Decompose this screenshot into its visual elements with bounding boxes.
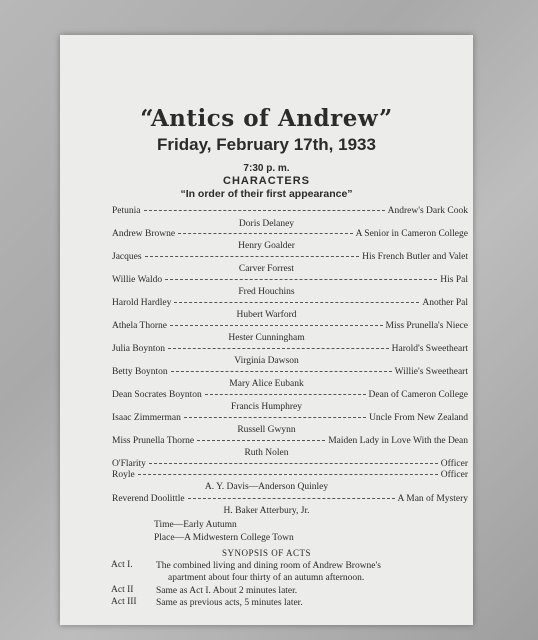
leader-dots (149, 463, 438, 464)
act-label: Act III (111, 597, 137, 607)
setting-time: Time—Early Autumn (154, 520, 237, 530)
role-description: Willie's Sweetheart (394, 367, 468, 377)
cast-row (112, 494, 468, 506)
actor-name: Hester Cunningham (228, 333, 305, 343)
actor-name: Russell Gwynn (237, 425, 296, 435)
act-description (156, 560, 470, 584)
leader-dots (144, 210, 385, 211)
actor-name: Henry Goalder (238, 241, 295, 251)
role-description: His French Butler and Valet (362, 252, 468, 262)
role-name: Reverend Doolittle (112, 494, 185, 504)
role-description: Uncle From New Zealand (369, 413, 468, 423)
cast-row (112, 470, 468, 482)
actor-name: Francis Humphrey (231, 402, 302, 412)
act-label: Act I. (111, 560, 133, 570)
leader-dots (188, 498, 395, 499)
actor-name: Virginia Dawson (234, 356, 299, 366)
characters-heading: CHARACTERS (223, 175, 310, 187)
leader-dots (171, 371, 392, 372)
role-name: Miss Prunella Thorne (112, 436, 195, 446)
role-description: His Pal (440, 275, 468, 285)
actor-name: Carver Forrest (238, 264, 295, 274)
setting-place: Place—A Midwestern College Town (154, 533, 294, 543)
role-name: Julia Boynton (112, 344, 166, 354)
cast-row (112, 390, 468, 402)
actor-name: Doris Delaney (238, 219, 295, 229)
role-description: Another Pal (422, 298, 468, 308)
role-description: Dean of Cameron College (368, 390, 468, 400)
play-title: “Antics of Andrew” (140, 105, 393, 132)
characters-subheading: “In order of their first appearance” (180, 188, 353, 200)
program-sheet (60, 35, 473, 625)
role-name: Isaac Zimmerman (112, 413, 181, 423)
cast-row (112, 321, 468, 333)
role-name: Athela Thorne (112, 321, 167, 331)
cast-row (112, 413, 468, 425)
cast-row (112, 344, 468, 356)
actor-name: A. Y. Davis—Anderson Quinley (204, 482, 329, 492)
role-description: Andrew's Dark Cook (387, 206, 468, 216)
leader-dots (178, 233, 353, 234)
cast-row (112, 206, 468, 218)
role-name: Willie Waldo (112, 275, 163, 285)
role-description: Officer (440, 470, 468, 480)
leader-dots (168, 348, 389, 349)
cast-row (112, 367, 468, 379)
cast-row (112, 298, 468, 310)
role-name: O'Flarity (112, 459, 146, 469)
leader-dots (165, 279, 437, 280)
role-name: Jacques (112, 252, 142, 262)
role-name: Dean Socrates Boynton (112, 390, 202, 400)
actor-name: Fred Houchins (238, 287, 295, 297)
role-name: Andrew Browne (112, 229, 176, 239)
act-line: Same as previous acts, 5 minutes later. (156, 598, 303, 608)
leader-dots (145, 256, 360, 257)
leader-dots (174, 302, 419, 303)
act-line: The combined living and dining room of Andrew Browne's (156, 561, 381, 571)
act-label: Act II (111, 585, 134, 595)
act-line: apartment about four thirty of an autumn afternoon. (168, 573, 365, 583)
leader-dots (197, 440, 325, 441)
synopsis-heading: SYNOPSIS OF ACTS (221, 548, 312, 558)
leader-dots (205, 394, 366, 395)
actor-name: H. Baker Atterbury, Jr. (223, 506, 310, 516)
cast-row (112, 229, 468, 241)
role-description: Maiden Lady in Love With the Dean (328, 436, 468, 446)
role-description: Harold's Sweetheart (391, 344, 468, 354)
actor-name: Ruth Nolen (244, 448, 289, 458)
cast-row (112, 275, 468, 287)
leader-dots (138, 474, 438, 475)
act-line: Same as Act I. About 2 minutes later. (156, 586, 298, 596)
leader-dots (170, 325, 383, 326)
role-name: Royle (112, 470, 135, 480)
cast-row (112, 436, 468, 448)
role-description: A Senior in Cameron College (355, 229, 468, 239)
performance-date: Friday, February 17th, 1933 (157, 135, 376, 154)
actor-name: Hubert Warford (236, 310, 297, 320)
role-name: Petunia (112, 206, 141, 216)
performance-time: 7:30 p. m. (243, 163, 290, 174)
role-description: Miss Prunella's Niece (385, 321, 468, 331)
cast-row (112, 252, 468, 264)
role-description: A Man of Mystery (397, 494, 468, 504)
actor-name: Mary Alice Eubank (229, 379, 304, 389)
act-description (156, 585, 470, 597)
role-name: Betty Boynton (112, 367, 168, 377)
role-description: Officer (440, 459, 468, 469)
leader-dots (184, 417, 366, 418)
role-name: Harold Hardley (112, 298, 172, 308)
act-description (156, 597, 470, 609)
